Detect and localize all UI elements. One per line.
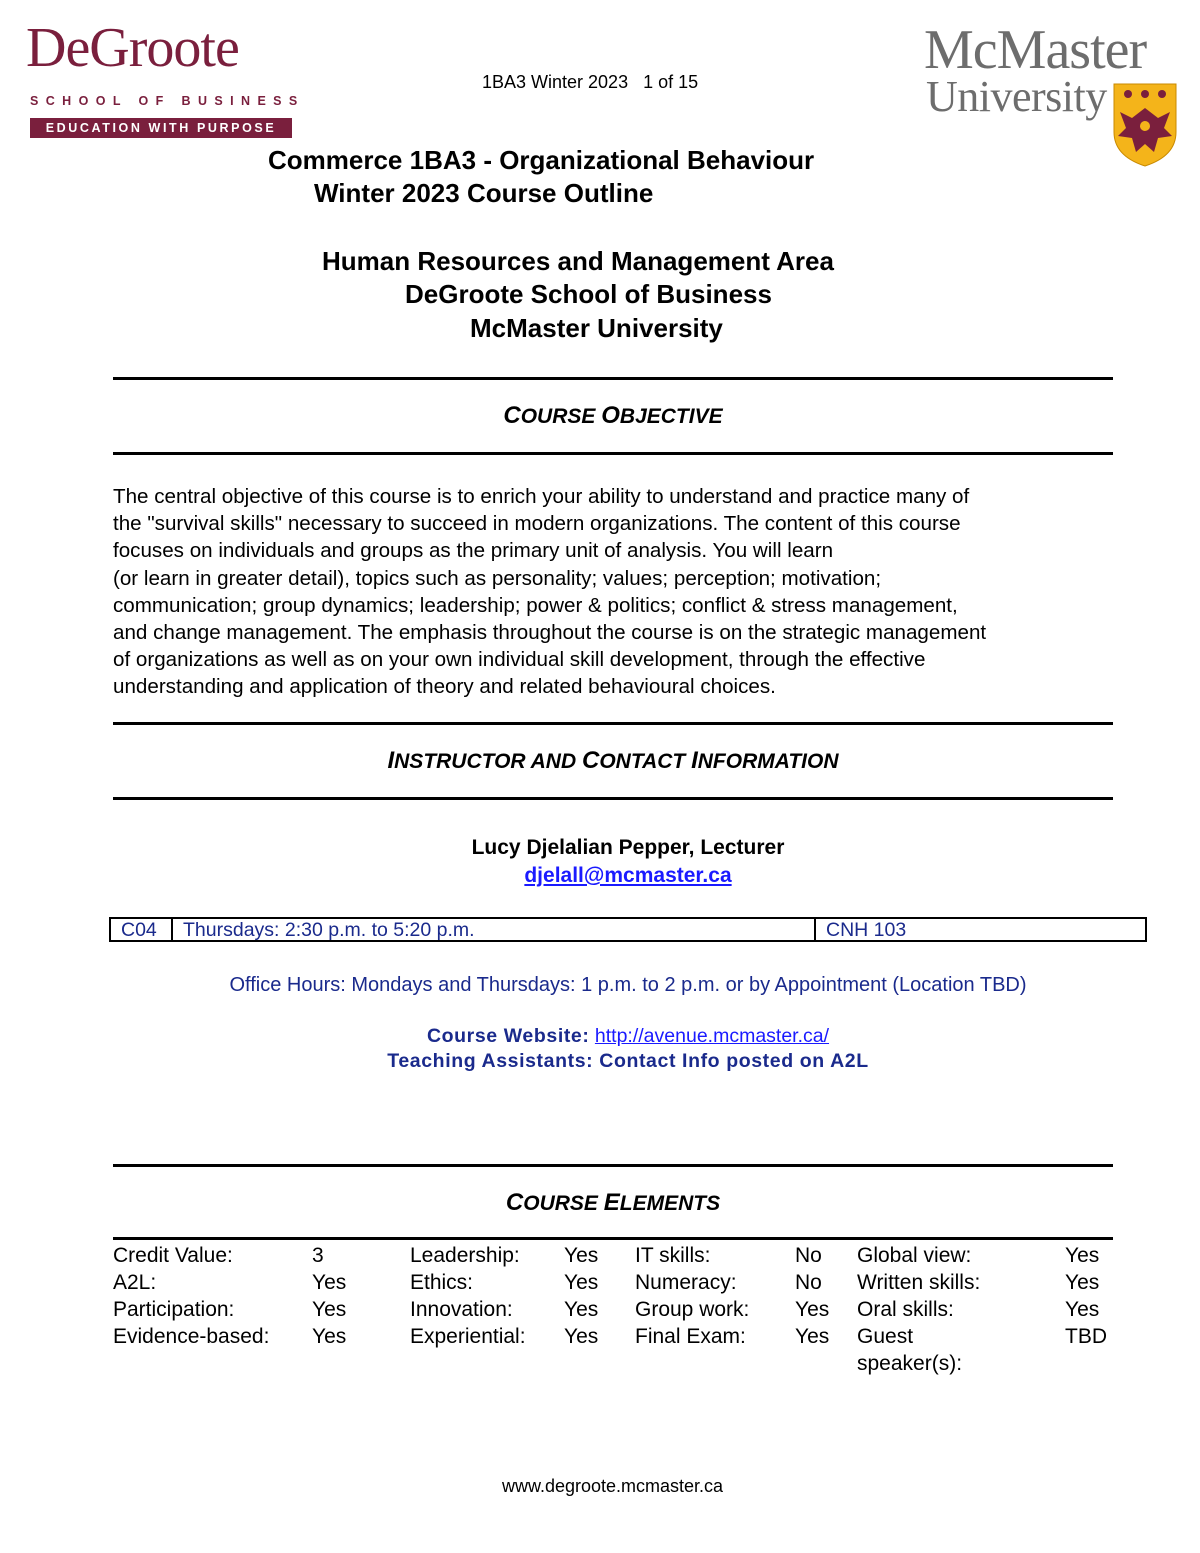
objective-line: understanding and application of theory and related behavioural choices. xyxy=(113,675,776,699)
element-value: 3 xyxy=(312,1244,324,1267)
element-value: Yes xyxy=(1065,1271,1100,1294)
objective-line: and change management. The emphasis throughout the course is on the strategic management xyxy=(113,621,987,645)
mcmaster-crest-icon xyxy=(1112,82,1178,168)
degroote-logo-tagline: EDUCATION WITH PURPOSE xyxy=(30,118,292,138)
course-objective-text xyxy=(113,483,1118,701)
course-website-link[interactable]: http://avenue.mcmaster.ca/ xyxy=(594,1025,830,1047)
element-label: Numeracy: xyxy=(635,1271,737,1294)
divider-rule xyxy=(113,1237,1113,1240)
degroote-logo xyxy=(26,17,305,135)
element-label: Credit Value: xyxy=(113,1244,233,1267)
elements-row xyxy=(113,1323,1123,1350)
divider-rule xyxy=(113,797,1113,800)
section-code: C04 xyxy=(111,919,173,940)
teaching-assistants: Teaching Assistants: Contact Info posted on A2L xyxy=(387,1050,869,1072)
instructor-email-row xyxy=(113,862,1143,890)
elements-row xyxy=(113,1269,1123,1296)
objective-line: communication; group dynamics; leadership; power & politics; conflict & stress management, xyxy=(113,593,958,617)
element-label: IT skills: xyxy=(635,1244,711,1267)
divider-rule xyxy=(113,722,1113,725)
course-website-row xyxy=(113,1023,1143,1049)
element-label: Experiential: xyxy=(410,1325,526,1348)
office-hours: Office Hours: Mondays and Thursdays: 1 p.m. to 2 p.m. or by Appointment (Location TBD) xyxy=(229,974,1027,996)
element-label: Ethics: xyxy=(410,1271,474,1294)
course-elements-heading: COURSE ELEMENTS xyxy=(505,1189,721,1216)
university-title: McMaster University xyxy=(470,313,723,343)
instructor-contact-heading: INSTRUCTOR AND CONTACT INFORMATION xyxy=(387,747,839,774)
element-label-continued: speaker(s): xyxy=(857,1352,963,1375)
element-label: Participation: xyxy=(113,1298,235,1321)
element-label: Evidence-based: xyxy=(113,1325,270,1348)
objective-line: the "survival skills" necessary to succeed in modern organizations. The content of this course xyxy=(113,512,961,536)
section-schedule-table xyxy=(109,917,1147,942)
element-label: Written skills: xyxy=(857,1271,981,1294)
element-value: Yes xyxy=(1065,1244,1100,1267)
elements-row xyxy=(113,1296,1123,1323)
section-room: CNH 103 xyxy=(826,919,907,940)
elements-row xyxy=(113,1242,1123,1269)
degroote-logo-wordmark: DeGroote xyxy=(26,17,239,79)
section-time: Thursdays: 2:30 p.m. to 5:20 p.m. xyxy=(173,919,816,940)
divider-rule xyxy=(113,377,1113,380)
element-value: Yes xyxy=(795,1325,830,1348)
element-value: Yes xyxy=(564,1298,599,1321)
course-objective-heading: COURSE OBJECTIVE xyxy=(503,402,723,429)
element-label: Final Exam: xyxy=(635,1325,746,1348)
course-website-label: Course Website: xyxy=(426,1025,590,1047)
objective-line: The central objective of this course is to enrich your ability to understand and practice many of xyxy=(113,485,970,508)
element-label: Innovation: xyxy=(410,1298,513,1321)
element-value: Yes xyxy=(312,1298,347,1321)
divider-rule xyxy=(113,1164,1113,1167)
element-label: Leadership: xyxy=(410,1244,520,1267)
element-value: Yes xyxy=(312,1325,347,1348)
degroote-logo-school: SCHOOL OF BUSINESS xyxy=(30,94,305,108)
objective-line: of organizations as well as on your own individual skill development, through the effective xyxy=(113,648,926,672)
element-value: Yes xyxy=(564,1271,599,1294)
element-label: Global view: xyxy=(857,1244,972,1267)
footer-url: www.degroote.mcmaster.ca xyxy=(501,1476,724,1496)
instructor-email-link[interactable]: djelall@mcmaster.ca xyxy=(524,864,732,887)
elements-row xyxy=(113,1350,1123,1377)
element-label: Guest xyxy=(857,1325,914,1348)
element-value: Yes xyxy=(312,1271,347,1294)
element-value: Yes xyxy=(1065,1298,1100,1321)
element-label: Oral skills: xyxy=(857,1298,954,1321)
element-value: No xyxy=(795,1271,822,1294)
instructor-name: Lucy Djelalian Pepper, Lecturer xyxy=(471,836,785,859)
course-elements-grid xyxy=(113,1242,1123,1377)
page-header: 1BA3 Winter 2023 1 of 15 xyxy=(482,72,699,92)
outline-title: Winter 2023 Course Outline xyxy=(314,178,654,208)
mcmaster-logo xyxy=(924,19,1186,168)
element-label: A2L: xyxy=(113,1271,157,1294)
objective-line: focuses on individuals and groups as the primary unit of analysis. You will learn xyxy=(113,539,834,563)
mcmaster-logo-wordmark: McMaster xyxy=(924,19,1147,81)
area-title: Human Resources and Management Area xyxy=(322,246,834,276)
element-value: Yes xyxy=(795,1298,830,1321)
divider-rule xyxy=(113,452,1113,455)
element-label: Group work: xyxy=(635,1298,750,1321)
mcmaster-logo-university: University xyxy=(926,72,1107,121)
school-title: DeGroote School of Business xyxy=(405,279,772,309)
element-value: Yes xyxy=(564,1325,599,1348)
element-value: Yes xyxy=(564,1244,599,1267)
element-value: TBD xyxy=(1065,1325,1107,1348)
element-value: No xyxy=(795,1244,822,1267)
objective-line: (or learn in greater detail), topics such as personality; values; perception; motivation; xyxy=(113,566,882,590)
course-title: Commerce 1BA3 - Organizational Behaviour xyxy=(268,145,815,175)
